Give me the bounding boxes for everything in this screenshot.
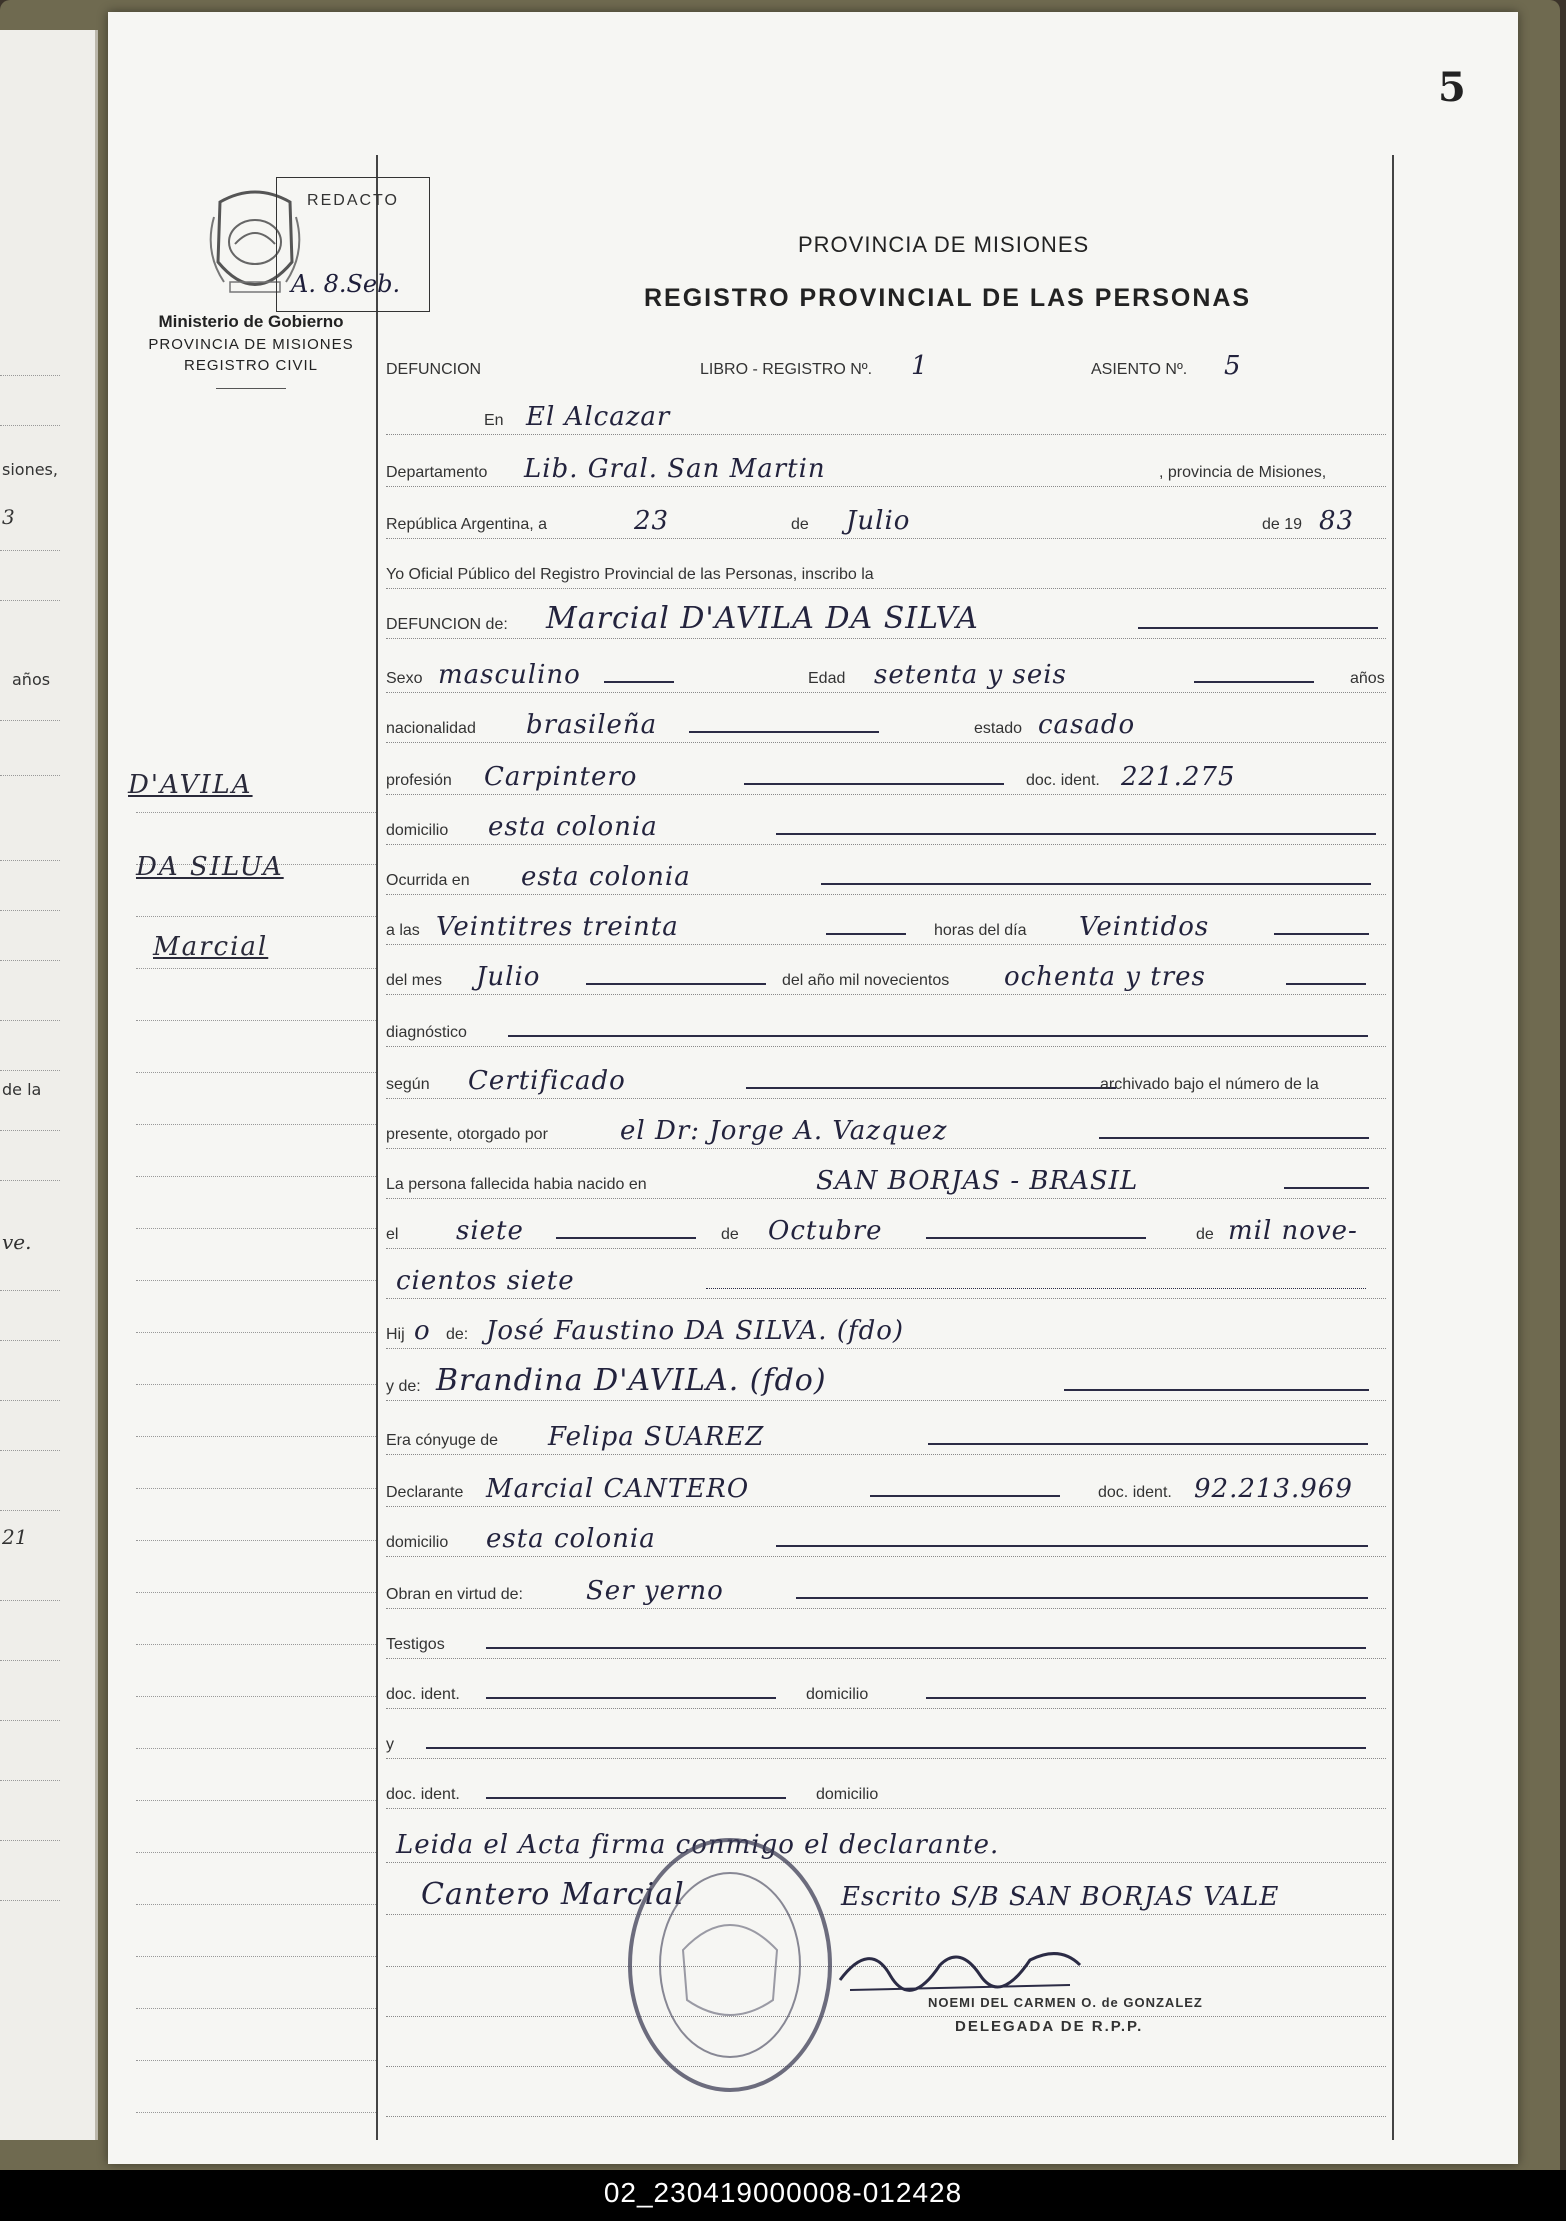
row-nac-year (386, 1262, 1386, 1299)
margin-column (108, 12, 376, 2164)
presente-label: presente, otorgado por (386, 1126, 548, 1143)
nacido-value: SAN BORJAS - BRASIL (816, 1166, 1139, 1196)
declarante-label: Declarante (386, 1484, 464, 1501)
margin-rule (136, 2008, 376, 2009)
dia-value: Veintidos (1079, 912, 1210, 942)
fill-dash (1138, 627, 1378, 629)
father-value: José Faustino DA SILVA. (fdo) (486, 1316, 905, 1346)
de-label: de (791, 516, 809, 533)
row-obran (386, 1572, 1386, 1609)
prev-page-rule (0, 1290, 60, 1291)
estado-label: estado (974, 720, 1023, 737)
margin-rule (136, 1800, 376, 1801)
margin-rule (136, 1748, 376, 1749)
row-diagnostico (386, 1010, 1386, 1047)
margin-rule (136, 1488, 376, 1489)
prev-page-rule (0, 1340, 60, 1341)
prev-page-fragment: de la (2, 1080, 42, 1099)
margin-rule (136, 1124, 376, 1125)
fill-dash (1099, 1137, 1369, 1139)
margin-rule (136, 2060, 376, 2061)
margin-rule (136, 1956, 376, 1957)
prev-page-rule (0, 600, 60, 601)
row-mes (386, 958, 1386, 995)
profesion-value: Carpintero (484, 762, 638, 792)
sexo-label: Sexo (386, 670, 423, 687)
row-fecha (386, 502, 1386, 539)
row-conyuge (386, 1418, 1386, 1455)
margin-rule (136, 812, 376, 813)
closing-line-1: Leida el Acta firma conmigo el declarante. (396, 1830, 1000, 1860)
margin-rule (136, 968, 376, 969)
prev-page-fragment: ve. (2, 1230, 32, 1254)
fill-dash (586, 983, 766, 985)
fill-dash (1274, 933, 1369, 935)
margin-rule (136, 1436, 376, 1437)
hij-de-label: de: (446, 1326, 469, 1343)
row-nac-fecha (386, 1212, 1386, 1249)
sheet-number: 5 (1438, 64, 1466, 111)
margin-rule (136, 1280, 376, 1281)
margin-rule (136, 1228, 376, 1229)
redacto-box (276, 177, 430, 312)
row-testigo2 (386, 1722, 1386, 1759)
edad-value: setenta y seis (874, 660, 1067, 690)
prev-page-rule (0, 910, 60, 911)
row-blank (386, 2030, 1386, 2067)
fill-dash (1194, 681, 1314, 683)
fill-dash (821, 883, 1371, 885)
decl-domicilio-label: domicilio (386, 1534, 449, 1551)
domicilio-value: esta colonia (488, 812, 658, 842)
nac-year-value-a: mil nove- (1228, 1216, 1358, 1246)
margin-rule (136, 1384, 376, 1385)
ocurrida-label: Ocurrida en (386, 872, 470, 889)
fill-dash (928, 1443, 1368, 1445)
row-en (386, 398, 1386, 435)
row-libro (386, 347, 1386, 383)
departamento-label: Departamento (386, 464, 488, 481)
fill-dash (706, 1288, 1366, 1289)
prev-page-rule (0, 1720, 60, 1721)
nac-day-value: siete (456, 1216, 524, 1246)
decl-doc-value: 92.213.969 (1194, 1474, 1353, 1504)
ocurrida-value: esta colonia (521, 862, 691, 892)
hora-value: Veintitres treinta (436, 912, 679, 942)
row-oficial (386, 552, 1386, 589)
t-doc-label: doc. ident. (386, 1686, 460, 1703)
domicilio-label: domicilio (386, 822, 449, 839)
prev-page-rule (0, 1510, 60, 1511)
margin-rule (136, 1592, 376, 1593)
row-closing-2 (386, 1878, 1386, 1915)
declarante-value: Marcial CANTERO (486, 1474, 750, 1504)
provincia-label: , provincia de Misiones, (1159, 464, 1327, 481)
obran-label: Obran en virtud de: (386, 1586, 523, 1603)
fill-dash (486, 1647, 1366, 1649)
t2-doc-label: doc. ident. (386, 1786, 460, 1803)
asiento-value: 5 (1224, 351, 1242, 381)
row-segun (386, 1062, 1386, 1099)
margin-rule (136, 1852, 376, 1853)
nac-de-label: de (721, 1226, 739, 1243)
row-madre (386, 1364, 1386, 1401)
fill-dash (426, 1747, 1366, 1749)
archivado-label: archivado bajo el número de la (1100, 1076, 1319, 1093)
row-closing-1 (386, 1826, 1386, 1863)
estado-value: casado (1038, 710, 1136, 740)
margin-rule (136, 1540, 376, 1541)
obran-value: Ser yerno (586, 1576, 724, 1606)
fill-dash (556, 1237, 696, 1239)
nac-de2-label: de (1196, 1226, 1214, 1243)
prev-page-rule (0, 550, 60, 551)
hij-label: Hij (386, 1326, 405, 1343)
horas-label: horas del día (934, 922, 1027, 939)
margin-rule (136, 1332, 376, 1333)
prev-page-rule (0, 1020, 60, 1021)
row-testigos (386, 1622, 1386, 1659)
margin-surname-1: D'AVILA (128, 770, 253, 800)
row-blank (386, 2080, 1386, 2117)
prev-page-rule (0, 425, 60, 426)
declarant-signature: Cantero Marcial (421, 1877, 685, 1912)
margin-rule (136, 2112, 376, 2113)
nac-month-value: Octubre (768, 1216, 883, 1246)
row-decl-domicilio (386, 1520, 1386, 1557)
row-domicilio (386, 808, 1386, 845)
ministry-rule (216, 388, 286, 389)
en-label: En (484, 412, 504, 429)
oficial-text: Yo Oficial Público del Registro Provincial de las Personas, inscribo la (386, 566, 874, 583)
ano-value: ochenta y tres (1004, 962, 1206, 992)
ministry-province: PROVINCIA DE MISIONES (148, 336, 354, 353)
fill-dash (1284, 1187, 1369, 1189)
conyuge-label: Era cónyuge de (386, 1432, 499, 1449)
edad-label: Edad (808, 670, 846, 687)
margin-rule (136, 1072, 376, 1073)
prev-page-fragment: siones, (2, 460, 58, 479)
image-caption: 02_230419000008-012428 (603, 2177, 963, 2208)
sexo-value: masculino (438, 660, 581, 690)
fill-dash (486, 1697, 776, 1699)
prev-page-rule (0, 1600, 60, 1601)
y-label: y (386, 1736, 394, 1753)
margin-rule (136, 1644, 376, 1645)
prev-page-rule (0, 1780, 60, 1781)
redacto-label: REDACTO (307, 192, 399, 209)
fill-dash (796, 1597, 1368, 1599)
margin-rule (136, 1176, 376, 1177)
fill-dash (926, 1237, 1146, 1239)
row-nacido (386, 1162, 1386, 1199)
prev-page-rule (0, 1900, 60, 1901)
year-label: de 19 (1262, 516, 1303, 533)
column-divider-left (376, 155, 378, 2140)
en-value: El Alcazar (526, 402, 671, 432)
prev-page-rule (0, 1180, 60, 1181)
prev-page-rule (0, 1130, 60, 1131)
ministry-block (116, 312, 386, 389)
ministry-title: Ministerio de Gobierno (158, 312, 344, 331)
republica-label: República Argentina, a (386, 516, 547, 533)
prev-page-rule (0, 1660, 60, 1661)
delegate-title: DELEGADA DE R.P.P. (955, 2018, 1144, 2035)
row-sexo (386, 656, 1386, 693)
y-de-label: y de: (386, 1378, 421, 1395)
previous-page-edge (0, 30, 98, 2140)
conyuge-value: Felipa SUAREZ (548, 1422, 765, 1452)
fill-dash (746, 1087, 1116, 1089)
mother-value: Brandina D'AVILA. (fdo) (436, 1363, 827, 1398)
row-testigo2-doc (386, 1772, 1386, 1809)
ministry-registry: REGISTRO CIVIL (183, 357, 319, 374)
fill-dash (689, 731, 879, 733)
fill-dash (926, 1697, 1366, 1699)
segun-value: Certificado (468, 1066, 626, 1096)
official-seal-icon (623, 1830, 838, 2100)
row-departamento (386, 450, 1386, 487)
nacionalidad-value: brasileña (526, 710, 658, 740)
fill-dash (1286, 983, 1366, 985)
prev-page-fragment: 3 (2, 505, 15, 529)
prev-page-rule (0, 860, 60, 861)
fill-dash (508, 1035, 1368, 1037)
prev-page-rule (0, 1070, 60, 1071)
prev-page-rule (0, 1400, 60, 1401)
nacido-label: La persona fallecida habia nacido en (386, 1176, 647, 1193)
prev-page-rule (0, 720, 60, 721)
row-defuncion-de (386, 602, 1386, 639)
asiento-label: ASIENTO Nº. (1091, 361, 1188, 378)
month-value: Julio (846, 506, 911, 536)
profesion-label: profesión (386, 772, 452, 789)
margin-rule (136, 916, 376, 917)
fill-dash (1064, 1389, 1369, 1391)
decl-domicilio-value: esta colonia (486, 1524, 656, 1554)
day-value: 23 (634, 506, 670, 536)
prev-page-rule (0, 375, 60, 376)
diagnostico-label: diagnóstico (386, 1024, 467, 1041)
fill-dash (776, 1545, 1368, 1547)
decl-doc-label: doc. ident. (1098, 1484, 1172, 1501)
row-declarante (386, 1470, 1386, 1507)
segun-label: según (386, 1076, 430, 1093)
defuncion-de-label: DEFUNCION de: (386, 616, 508, 633)
delegate-name: NOEMI DEL CARMEN O. de GONZALEZ (928, 1995, 1203, 2010)
margin-surname-2: DA SILUA (136, 852, 284, 882)
del-ano-label: del año mil novecientos (782, 972, 950, 989)
t2-dom-label: domicilio (816, 1786, 879, 1803)
testigos-label: Testigos (386, 1636, 445, 1653)
margin-given-name: Marcial (153, 932, 269, 962)
libro-value: 1 (911, 351, 929, 381)
margin-rule (136, 1904, 376, 1905)
fill-dash (870, 1495, 1060, 1497)
header-registry: REGISTRO PROVINCIAL DE LAS PERSONAS (644, 284, 1252, 312)
deceased-value: Marcial D'AVILA DA SILVA (546, 601, 979, 636)
t-dom-label: domicilio (806, 1686, 869, 1703)
prev-page-rule (0, 960, 60, 961)
redacto-value: A. 8.Seb. (291, 270, 401, 298)
hij-suffix: o (414, 1316, 431, 1346)
anos-label: años (1350, 670, 1385, 687)
prev-page-rule (0, 1840, 60, 1841)
column-divider-right (1392, 155, 1394, 2140)
a-las-label: a las (386, 922, 420, 939)
doc-ident-label: doc. ident. (1026, 772, 1100, 789)
row-presente (386, 1112, 1386, 1149)
fill-dash (744, 783, 1004, 785)
prev-page-rule (0, 775, 60, 776)
header-province: PROVINCIA DE MISIONES (798, 232, 1090, 257)
fill-dash (776, 833, 1376, 835)
doc-ident-value: 221.275 (1121, 762, 1236, 792)
row-nacionalidad (386, 706, 1386, 743)
el-label: el (386, 1226, 399, 1243)
prev-page-fragment: 21 (2, 1525, 28, 1549)
fill-dash (604, 681, 674, 683)
margin-rule (136, 1696, 376, 1697)
fill-dash (486, 1797, 786, 1799)
margin-rule (136, 1020, 376, 1021)
row-profesion (386, 758, 1386, 795)
year-value: 83 (1319, 506, 1355, 536)
row-ocurrida (386, 858, 1386, 895)
nacionalidad-label: nacionalidad (386, 720, 476, 737)
prev-page-rule (0, 1450, 60, 1451)
nac-year-value-b: cientos siete (396, 1266, 575, 1296)
del-mes-label: del mes (386, 972, 443, 989)
row-testigo1-doc (386, 1672, 1386, 1709)
closing-line-2: Escrito S/B SAN BORJAS VALE (841, 1882, 1280, 1912)
prev-page-fragment: años (12, 670, 51, 689)
libro-label: LIBRO - REGISTRO Nº. (700, 361, 873, 378)
mes-value: Julio (476, 962, 541, 992)
row-hora (386, 908, 1386, 945)
departamento-value: Lib. Gral. San Martin (524, 454, 826, 484)
fill-dash (826, 933, 906, 935)
type-label: DEFUNCION (386, 361, 482, 378)
presente-value: el Dr: Jorge A. Vazquez (620, 1116, 948, 1146)
row-hijo (386, 1312, 1386, 1349)
